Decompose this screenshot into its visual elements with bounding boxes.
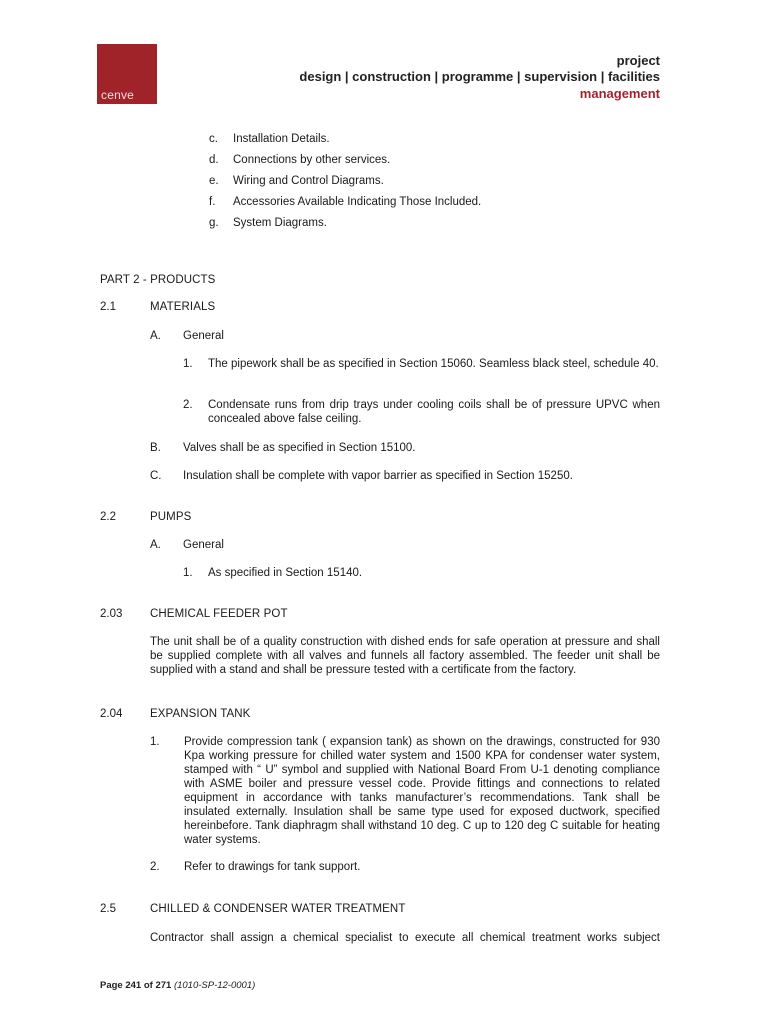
item-marker: 2.: [150, 861, 160, 873]
item-paragraph: The pipework shall be as specified in Section 15060. Seamless black steel, schedule 40.: [208, 358, 659, 370]
list-item: System Diagrams.: [233, 217, 327, 229]
item-text: As specified in Section 15140.: [208, 567, 363, 579]
header-line-project: project: [616, 53, 660, 68]
header-line-management: management: [579, 86, 660, 101]
item-text: General: [183, 330, 224, 342]
list-item: Installation Details.: [233, 133, 330, 145]
item-paragraph: Condensate runs from drip trays under cooling coils shall be of pressure UPVC when concealed above false ceiling.: [208, 399, 660, 425]
section-title: CHEMICAL FEEDER POT: [150, 608, 288, 620]
section-title: EXPANSION TANK: [150, 708, 251, 720]
item-marker: A.: [150, 330, 161, 342]
item-marker: A.: [150, 539, 161, 551]
section-title: MATERIALS: [150, 301, 216, 313]
item-text: Refer to drawings for tank support.: [184, 861, 361, 873]
item-marker: 1.: [183, 567, 193, 579]
item-text: Valves shall be as specified in Section 15100.: [183, 442, 416, 454]
logo-text: cenve: [101, 88, 135, 102]
section-number: 2.1: [100, 301, 116, 313]
section-number: 2.2: [100, 511, 116, 523]
item-paragraph: Provide compression tank ( expansion tank) as shown on the drawings, constructed for 930 Kpa working pressure for chilled water system and 1500 KPA for condenser water system, stamped with “ U” symbol and supplied with National Board From U-1 denoting compliance with ASME boiler and pressure vessel code. Provide fittings and connections to related equipment in accordance with tanks manufacturer’s recommendations. Tank shall be insulated externally. Insulation shall be same type used for exposed ductwork, specified hereinbefore. Tank diaphragm shall withstand 10 deg. C up to 120 deg C suitable for heating water systems.: [184, 736, 660, 846]
section-title: PUMPS: [150, 511, 192, 523]
page-number: Page 241 of 271: [100, 980, 172, 991]
list-marker: g.: [209, 217, 219, 229]
list-marker: d.: [209, 154, 219, 166]
list-marker: c.: [209, 133, 218, 145]
list-item: Connections by other services.: [233, 154, 391, 166]
document-reference: (1010-SP-12-0001): [173, 980, 256, 991]
item-text: General: [183, 539, 224, 551]
item-marker: 2.: [183, 399, 193, 411]
section-paragraph: Contractor shall assign a chemical specialist to execute all chemical treatment works subject: [150, 932, 660, 944]
list-marker: f.: [209, 196, 216, 208]
list-marker: e.: [209, 175, 219, 187]
section-number: 2.03: [100, 608, 123, 620]
list-item: Accessories Available Indicating Those Included.: [233, 196, 482, 208]
header-line-services: design | construction | programme | supervision | facilities: [299, 69, 660, 84]
section-number: 2.5: [100, 903, 116, 915]
item-marker: B.: [150, 442, 161, 454]
company-logo: [97, 44, 157, 104]
part-heading: PART 2 - PRODUCTS: [100, 274, 216, 286]
item-marker: 1.: [183, 358, 193, 370]
section-number: 2.04: [100, 708, 123, 720]
item-text: Insulation shall be complete with vapor barrier as specified in Section 15250.: [183, 470, 573, 482]
section-paragraph: The unit shall be of a quality construction with dished ends for safe operation at pressure and shall be supplied complete with all valves and funnels all factory assembled. The feeder unit shall be supplied with a stand and shall be pressure tested with a certificate from the factory.: [150, 636, 660, 676]
item-marker: 1.: [150, 736, 160, 748]
list-item: Wiring and Control Diagrams.: [233, 175, 384, 187]
page-footer: [100, 979, 255, 993]
section-title: CHILLED & CONDENSER WATER TREATMENT: [150, 903, 406, 915]
item-marker: C.: [150, 470, 162, 482]
